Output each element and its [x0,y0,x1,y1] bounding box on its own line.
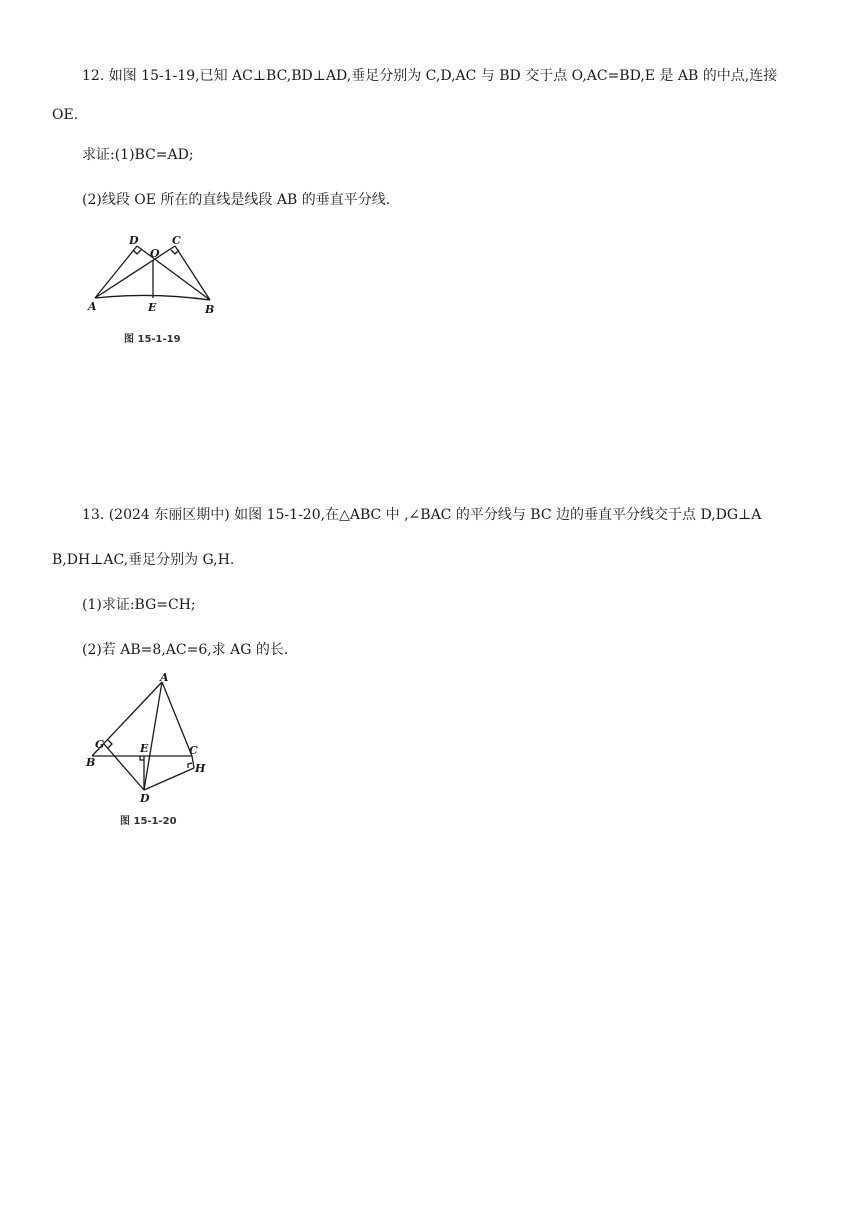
segment-AD [95,246,137,298]
q13-statement-line1: 13. (2024 东丽区期中) 如图 15-1-20,在△ABC 中 ,∠BAC 的平分线与 BC 边的垂直平分线交于点 D,DG⊥A [82,507,762,523]
q12-statement-line2: OE. [52,107,79,123]
segment-GD [104,744,144,790]
label-D: D [129,234,139,247]
figure-15-1-19-caption: 图 15-1-19 [124,334,181,345]
q12-statement-line1: 12. 如图 15-1-19,已知 AC⊥BC,BD⊥AD,垂足分别为 C,D,AC 与 BD 交于点 O,AC=BD,E 是 AB 的中点,连接 [82,68,778,84]
segment-DH [144,768,194,790]
label-D: D [140,792,150,805]
q12-part2: (2)线段 OE 所在的直线是线段 AB 的垂直平分线. [82,192,391,208]
segment-BC [175,246,210,300]
segment-AC [162,682,192,756]
q13-part1: (1)求证:BG=CH; [82,597,196,613]
right-angle-mark-H [188,763,192,768]
label-A: A [160,672,169,684]
label-C: C [189,744,198,757]
label-G: G [95,738,105,751]
right-angle-mark-C [171,250,179,254]
label-B: B [205,303,215,316]
figure-15-1-19-drawing [80,230,230,320]
label-C: C [172,234,181,247]
q13-part2: (2)若 AB=8,AC=6,求 AG 的长. [82,642,289,658]
q13-statement-line2: B,DH⊥AC,垂足分别为 G,H. [52,552,235,568]
figure-15-1-19 [80,230,230,324]
label-B: B [86,756,96,769]
label-H: H [195,762,206,775]
right-angle-mark-G [108,740,112,748]
label-E: E [148,301,157,314]
label-O: O [150,247,160,260]
figure-15-1-20-drawing [82,672,222,812]
q12-part1: 求证:(1)BC=AD; [82,147,194,163]
segment-CH [192,756,194,768]
figure-15-1-20-caption: 图 15-1-20 [120,816,177,827]
segment-AC [95,246,175,298]
label-A: A [88,300,97,313]
figure-15-1-20 [82,672,222,816]
right-angle-mark-D [133,250,141,254]
label-E: E [140,742,149,755]
segment-BD [137,246,210,300]
